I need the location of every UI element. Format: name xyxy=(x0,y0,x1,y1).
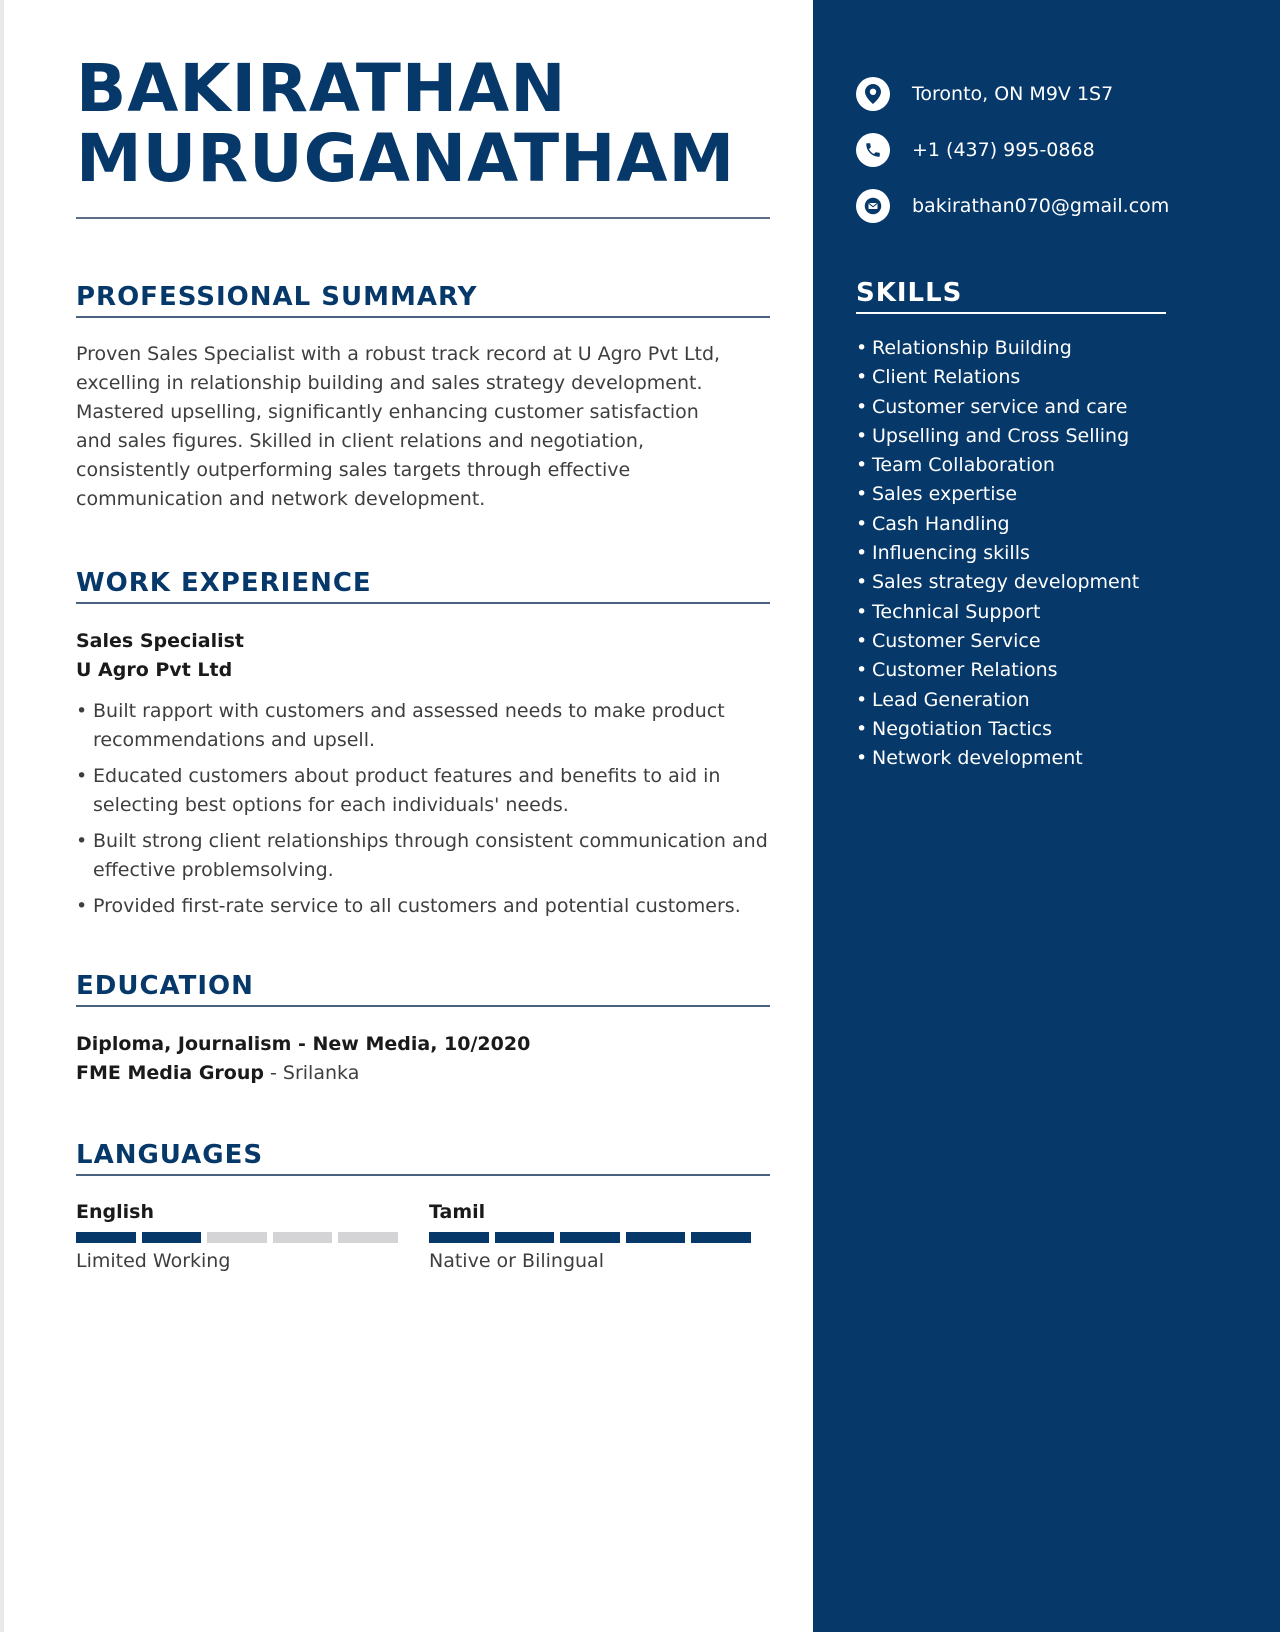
rating-segment-filled xyxy=(429,1232,489,1243)
rating-segment-filled xyxy=(142,1232,202,1243)
contact-address xyxy=(856,76,1256,112)
skill-item: • Upselling and Cross Selling xyxy=(856,422,1256,451)
email-text: bakirathan070@gmail.com xyxy=(912,195,1170,217)
skill-item: • Negotiation Tactics xyxy=(856,715,1256,744)
skill-item: • Influencing skills xyxy=(856,539,1256,568)
summary-line: excelling in relationship building and sales strategy development. xyxy=(76,372,703,394)
skill-item: • Relationship Building xyxy=(856,334,1256,363)
experience-bullets xyxy=(76,697,776,928)
rating-segment-filled xyxy=(76,1232,136,1243)
skills-heading: SKILLS xyxy=(856,278,1166,314)
education-location: Srilanka xyxy=(282,1062,360,1084)
summary-line: communication and network development. xyxy=(76,488,486,510)
education-degree: Diploma, Journalism - New Media, 10/2020 xyxy=(76,1033,531,1055)
sidebar xyxy=(813,0,1280,1632)
rating-segment-filled xyxy=(495,1232,555,1243)
experience-heading: WORK EXPERIENCE xyxy=(76,568,770,604)
rating-segment-filled xyxy=(560,1232,620,1243)
skills-list xyxy=(856,334,1256,773)
education-school-line xyxy=(76,1059,359,1088)
location-pin-icon xyxy=(856,77,890,111)
education-heading: EDUCATION xyxy=(76,971,770,1007)
last-name: MURUGANATHAM xyxy=(76,120,736,197)
rating-segment-empty xyxy=(338,1232,398,1243)
skill-item: • Customer Relations xyxy=(856,656,1256,685)
envelope-icon xyxy=(856,189,890,223)
phone-text: +1 (437) 995-0868 xyxy=(912,139,1095,161)
rating-segment-filled xyxy=(626,1232,686,1243)
page-edge xyxy=(0,0,4,1632)
language-level: Limited Working xyxy=(76,1250,231,1272)
summary-text xyxy=(76,340,776,514)
summary-line: Proven Sales Specialist with a robust track record at U Agro Pvt Ltd, xyxy=(76,343,721,365)
skill-item: • Cash Handling xyxy=(856,510,1256,539)
skill-item: • Customer Service xyxy=(856,627,1256,656)
language-tamil xyxy=(429,1198,751,1275)
rating-segment-empty xyxy=(207,1232,267,1243)
name-divider xyxy=(76,217,770,219)
language-english xyxy=(76,1198,398,1275)
job-company: U Agro Pvt Ltd xyxy=(76,659,233,681)
language-name: Tamil xyxy=(429,1201,486,1223)
summary-line: and sales figures. Skilled in client relations and negotiation, xyxy=(76,430,644,452)
summary-line: Mastered upselling, significantly enhancing customer satisfaction xyxy=(76,401,699,423)
skill-item: • Lead Generation xyxy=(856,686,1256,715)
skill-item: • Client Relations xyxy=(856,363,1256,392)
address-text: Toronto, ON M9V 1S7 xyxy=(912,83,1114,105)
languages-heading: LANGUAGES xyxy=(76,1140,770,1176)
language-level: Native or Bilingual xyxy=(429,1250,604,1272)
rating-segment-filled xyxy=(691,1232,751,1243)
job-title: Sales Specialist xyxy=(76,630,245,652)
language-rating-bar xyxy=(76,1232,398,1243)
skill-item: • Customer service and care xyxy=(856,393,1256,422)
skill-item: • Team Collaboration xyxy=(856,451,1256,480)
first-name: BAKIRATHAN xyxy=(76,50,567,127)
candidate-name xyxy=(76,50,776,197)
skill-item: • Sales strategy development xyxy=(856,568,1256,597)
rating-segment-empty xyxy=(273,1232,333,1243)
education-separator: - xyxy=(263,1062,283,1084)
phone-icon xyxy=(856,133,890,167)
contact-email xyxy=(856,188,1256,224)
experience-bullet: • Built rapport with customers and assessed needs to make product recommendations and upsell. xyxy=(76,697,776,755)
contact-phone xyxy=(856,132,1256,168)
experience-bullet: • Built strong client relationships through consistent communication and effective problemsolving. xyxy=(76,827,776,885)
summary-heading: PROFESSIONAL SUMMARY xyxy=(76,282,770,318)
skill-item: • Network development xyxy=(856,744,1256,773)
summary-line: consistently outperforming sales targets through effective xyxy=(76,459,631,481)
language-rating-bar xyxy=(429,1232,751,1243)
education-school: FME Media Group xyxy=(76,1062,264,1084)
experience-bullet: • Provided first-rate service to all customers and potential customers. xyxy=(76,892,776,921)
skill-item: • Technical Support xyxy=(856,598,1256,627)
skill-item: • Sales expertise xyxy=(856,480,1256,509)
language-name: English xyxy=(76,1201,154,1223)
experience-bullet: • Educated customers about product features and benefits to aid in selecting best options for each individuals' needs. xyxy=(76,762,776,820)
